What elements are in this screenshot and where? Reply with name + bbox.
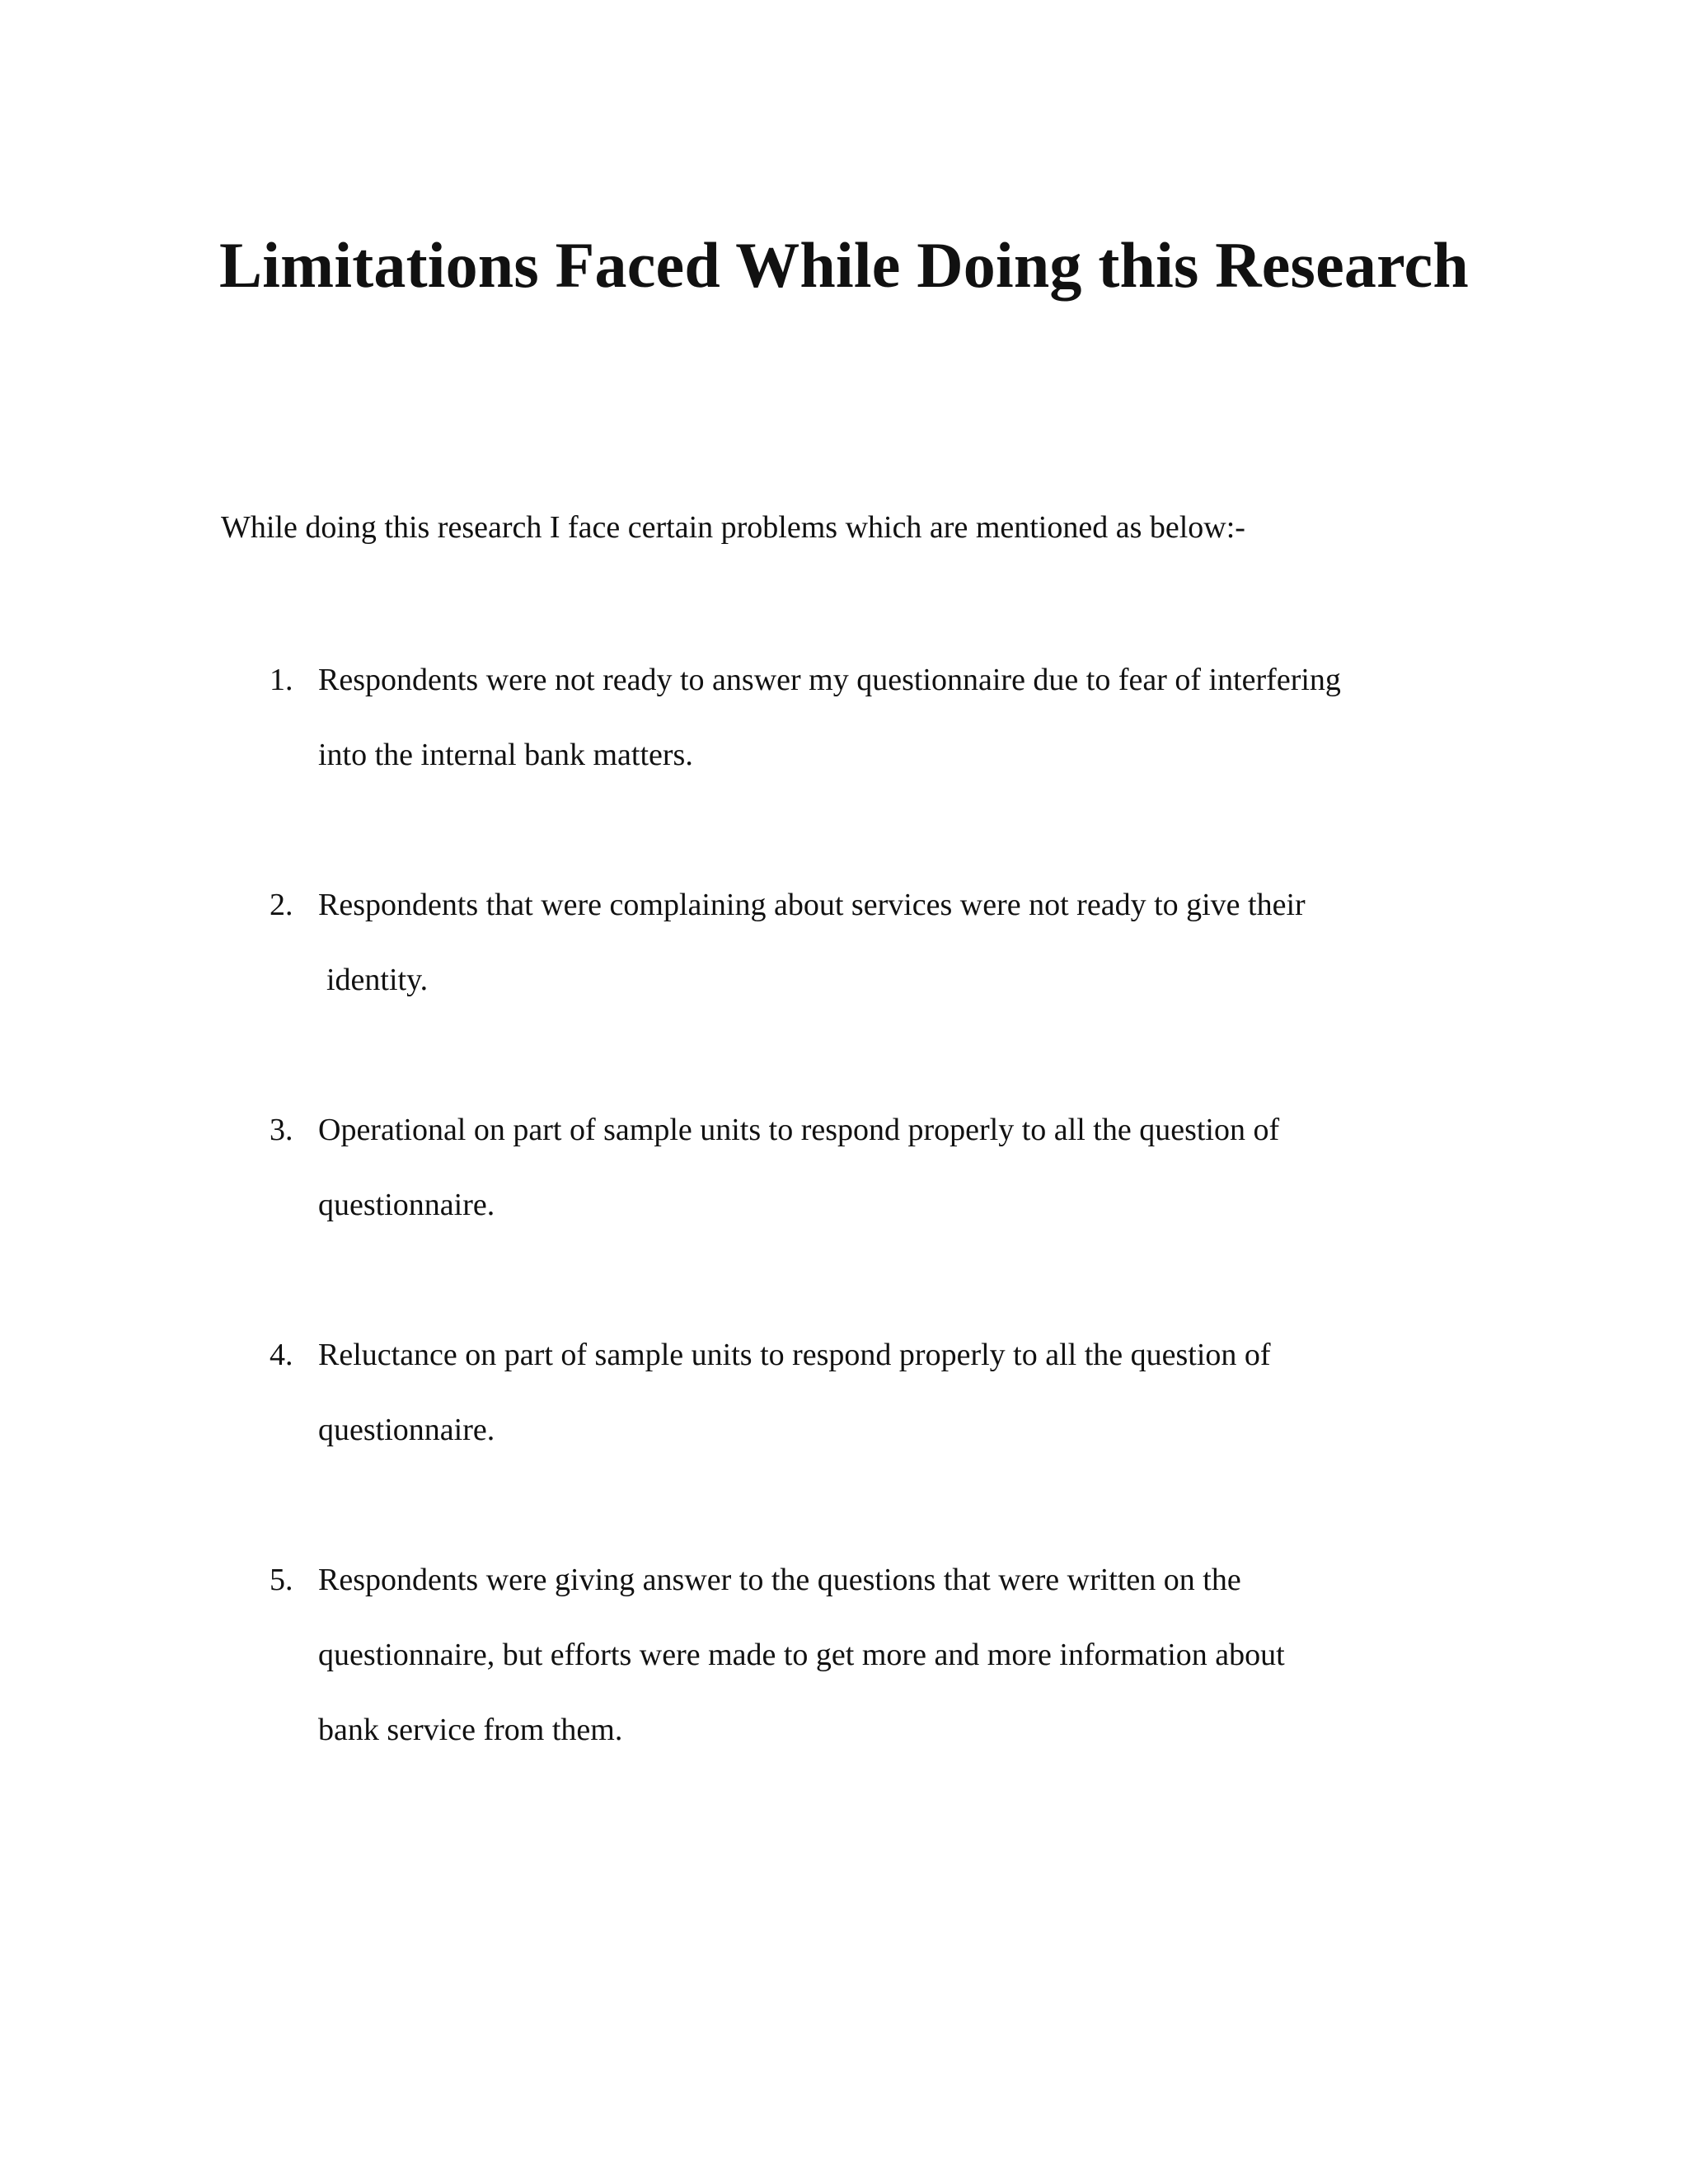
list-item-text-line: Reluctance on part of sample units to respond properly to all the question of — [318, 1338, 1271, 1372]
intro-paragraph: While doing this research I face certain problems which are mentioned as below:- — [221, 510, 1245, 545]
list-item-number: 2. — [270, 888, 293, 922]
list-item-text-line: identity. — [326, 963, 429, 997]
page-title: Limitations Faced While Doing this Research — [219, 229, 1469, 301]
list-item-number: 3. — [270, 1113, 293, 1147]
list-item-text-line: Respondents that were complaining about services were not ready to give their — [318, 888, 1306, 922]
list-item-text-line: questionnaire. — [318, 1413, 495, 1447]
list-item-text-line: questionnaire. — [318, 1188, 495, 1222]
list-item-text-line: Respondents were not ready to answer my questionnaire due to fear of interfering — [318, 663, 1341, 697]
list-item-number: 4. — [270, 1338, 293, 1372]
list-item-number: 1. — [270, 663, 293, 697]
list-item-text-line: Respondents were giving answer to the questions that were written on the — [318, 1563, 1241, 1597]
list-item-text-line: bank service from them. — [318, 1713, 623, 1747]
list-item-number: 5. — [270, 1563, 293, 1597]
list-item-text-line: Operational on part of sample units to respond properly to all the question of — [318, 1113, 1280, 1147]
list-item-text-line: questionnaire, but efforts were made to get more and more information about — [318, 1638, 1285, 1672]
list-item-text-line: into the internal bank matters. — [318, 738, 693, 772]
